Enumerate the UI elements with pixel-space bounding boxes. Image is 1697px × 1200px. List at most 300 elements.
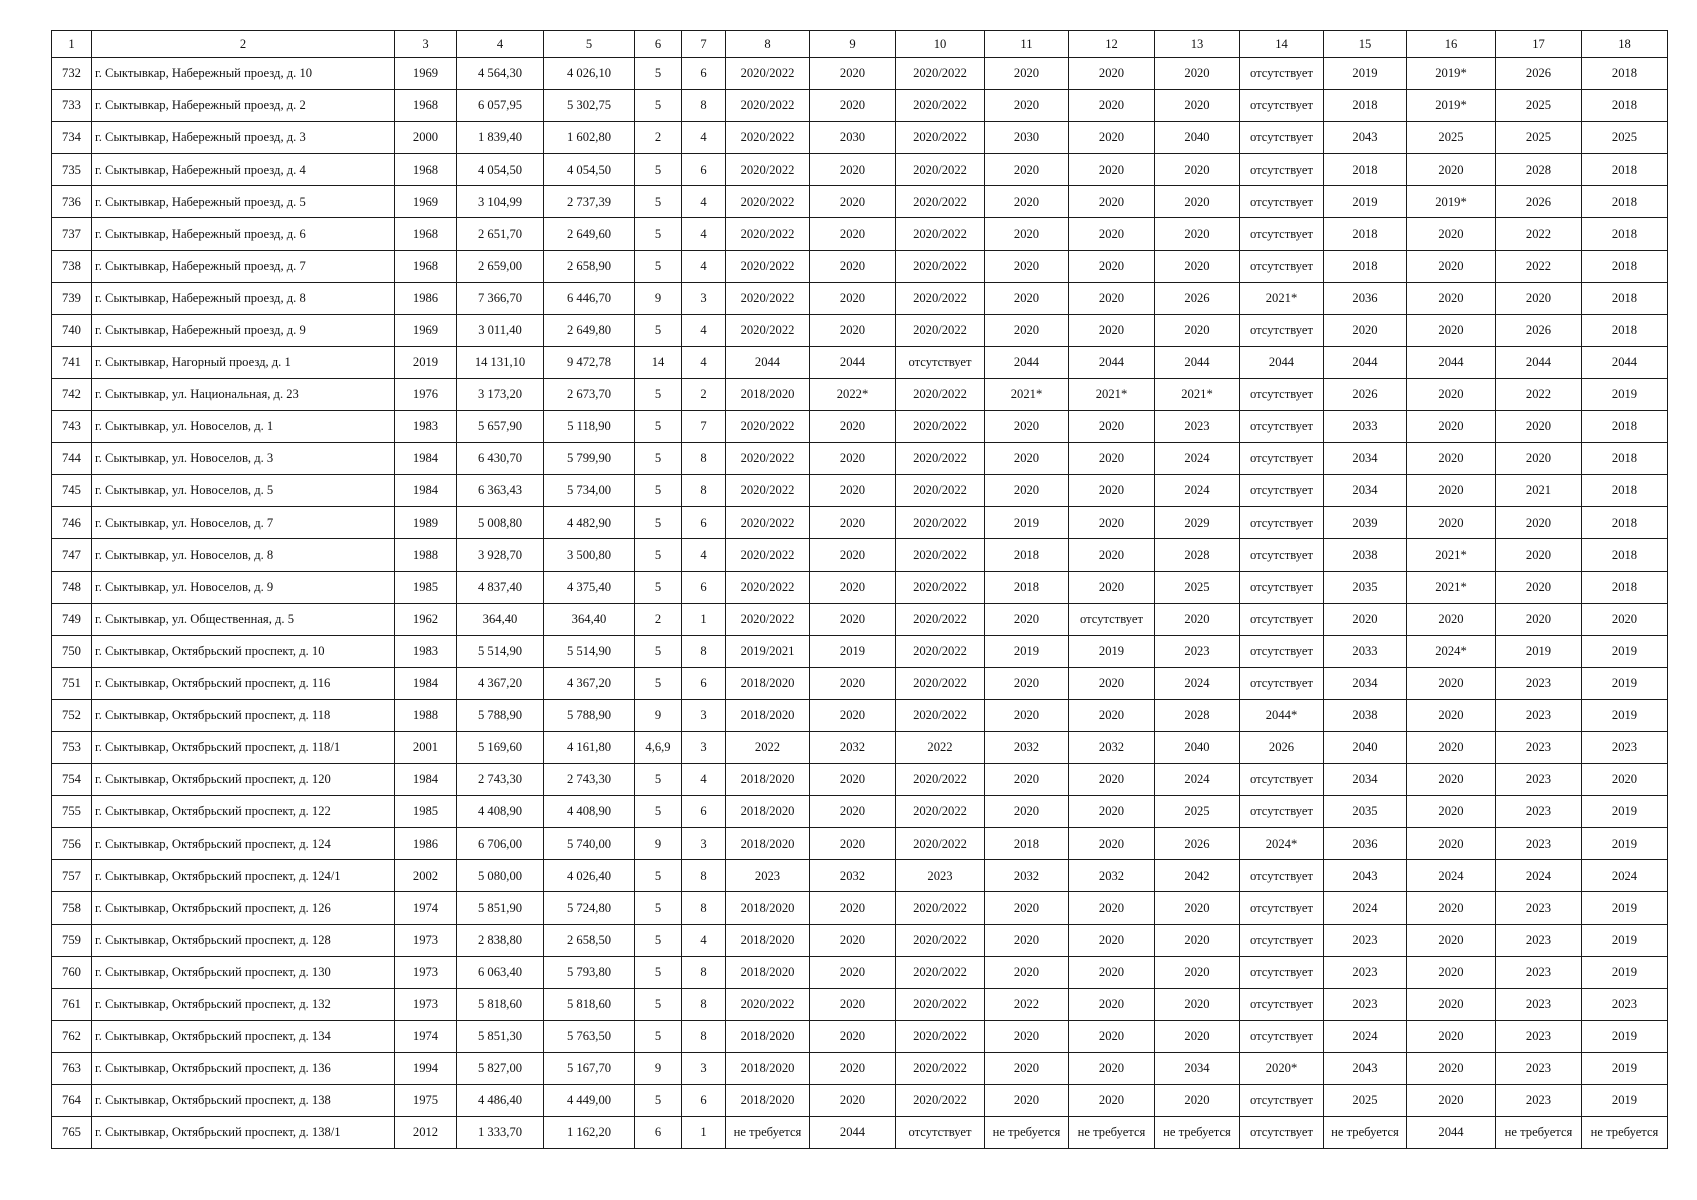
table-cell: 2018/2020 xyxy=(726,892,810,924)
table-cell: 2022 xyxy=(896,731,985,763)
table-cell: 2044 xyxy=(726,346,810,378)
table-cell: 5 514,90 xyxy=(457,635,544,667)
table-cell: 2024 xyxy=(1155,764,1240,796)
table-cell: 1988 xyxy=(395,539,457,571)
table-cell: 2040 xyxy=(1155,122,1240,154)
row-number-cell: 747 xyxy=(52,539,92,571)
table-cell: 2023 xyxy=(1582,731,1668,763)
table-cell: 4 xyxy=(682,186,726,218)
table-cell: отсутствует xyxy=(1240,443,1324,475)
table-cell: 2026 xyxy=(1496,314,1582,346)
table-cell: 2020 xyxy=(1407,828,1496,860)
table-cell: 1968 xyxy=(395,154,457,186)
table-cell: 2023 xyxy=(1496,1052,1582,1084)
table-cell: 6 xyxy=(682,507,726,539)
table-cell: 2020 xyxy=(1069,539,1155,571)
table-cell: 2020/2022 xyxy=(896,122,985,154)
table-cell: 2024* xyxy=(1240,828,1324,860)
table-row xyxy=(52,58,1668,90)
row-number-cell: 737 xyxy=(52,218,92,250)
address-cell: г. Сыктывкар, Октябрьский проспект, д. 126 xyxy=(92,892,395,924)
table-cell: 2019 xyxy=(1582,1020,1668,1052)
table-cell: 2020/2022 xyxy=(726,443,810,475)
row-number-cell: 732 xyxy=(52,58,92,90)
table-cell: 5 xyxy=(635,314,682,346)
table-cell: 2026 xyxy=(1324,378,1407,410)
table-cell: 2020 xyxy=(810,667,896,699)
table-cell: 5 080,00 xyxy=(457,860,544,892)
table-cell: 2020 xyxy=(810,314,896,346)
table-cell: 2020/2022 xyxy=(896,507,985,539)
table-cell: 1974 xyxy=(395,892,457,924)
table-cell: 364,40 xyxy=(457,603,544,635)
table-row xyxy=(52,956,1668,988)
table-cell: 2018 xyxy=(1582,154,1668,186)
address-cell: г. Сыктывкар, Набережный проезд, д. 8 xyxy=(92,282,395,314)
table-cell: 2020 xyxy=(1324,603,1407,635)
table-cell: 1969 xyxy=(395,186,457,218)
row-number-cell: 748 xyxy=(52,571,92,603)
table-cell: 9 xyxy=(635,828,682,860)
table-cell: 2020 xyxy=(985,1052,1069,1084)
table-cell: 2020 xyxy=(810,186,896,218)
table-cell: 2020 xyxy=(1155,956,1240,988)
address-cell: г. Сыктывкар, Октябрьский проспект, д. 118/1 xyxy=(92,731,395,763)
table-cell: 3 xyxy=(682,1052,726,1084)
table-cell: 2020 xyxy=(810,507,896,539)
table-row xyxy=(52,1052,1668,1084)
table-cell: 1 xyxy=(682,1117,726,1149)
table-cell: 5 xyxy=(635,475,682,507)
table-cell: 2020/2022 xyxy=(896,924,985,956)
table-cell: 2018 xyxy=(1582,443,1668,475)
table-cell: 2034 xyxy=(1324,443,1407,475)
address-cell: г. Сыктывкар, ул. Новоселов, д. 5 xyxy=(92,475,395,507)
table-cell: 4 367,20 xyxy=(544,667,635,699)
column-number-cell: 16 xyxy=(1407,31,1496,58)
table-cell: 4 xyxy=(682,250,726,282)
table-cell: не требуется xyxy=(726,1117,810,1149)
row-number-cell: 760 xyxy=(52,956,92,988)
table-cell: 5 827,00 xyxy=(457,1052,544,1084)
table-cell: 2020/2022 xyxy=(896,1020,985,1052)
row-number-cell: 750 xyxy=(52,635,92,667)
table-row xyxy=(52,635,1668,667)
table-cell: 6 xyxy=(682,571,726,603)
row-number-cell: 744 xyxy=(52,443,92,475)
row-number-cell: 745 xyxy=(52,475,92,507)
table-cell: 2020 xyxy=(1155,186,1240,218)
table-cell: 2020 xyxy=(810,154,896,186)
row-number-cell: 755 xyxy=(52,796,92,828)
table-cell: 5 xyxy=(635,988,682,1020)
table-cell: 5 734,00 xyxy=(544,475,635,507)
row-number-cell: 736 xyxy=(52,186,92,218)
table-cell: 2043 xyxy=(1324,860,1407,892)
table-cell: 2023 xyxy=(1496,764,1582,796)
table-cell: отсутствует xyxy=(1240,635,1324,667)
table-cell: 1985 xyxy=(395,571,457,603)
table-cell: 2020 xyxy=(1069,314,1155,346)
table-cell: 2020 xyxy=(810,1052,896,1084)
table-cell: 2020/2022 xyxy=(726,539,810,571)
table-row xyxy=(52,796,1668,828)
table-cell: отсутствует xyxy=(1240,1085,1324,1117)
table-cell: 8 xyxy=(682,988,726,1020)
table-cell: 5 763,50 xyxy=(544,1020,635,1052)
table-cell: отсутствует xyxy=(1240,1020,1324,1052)
table-cell: 2023 xyxy=(1496,1085,1582,1117)
table-cell: 5 xyxy=(635,411,682,443)
table-cell: 6 xyxy=(682,796,726,828)
address-cell: г. Сыктывкар, ул. Национальная, д. 23 xyxy=(92,378,395,410)
table-cell: 2 xyxy=(635,122,682,154)
row-number-cell: 739 xyxy=(52,282,92,314)
table-row xyxy=(52,346,1668,378)
table-cell: 5 167,70 xyxy=(544,1052,635,1084)
table-cell: 2018 xyxy=(1582,411,1668,443)
table-cell: 2023 xyxy=(1496,956,1582,988)
table-cell: 5 740,00 xyxy=(544,828,635,860)
table-cell: 2020 xyxy=(985,892,1069,924)
table-cell: отсутствует xyxy=(1240,475,1324,507)
table-cell: 2020 xyxy=(1407,796,1496,828)
table-cell: 2019* xyxy=(1407,90,1496,122)
table-cell: 5 xyxy=(635,796,682,828)
table-cell: 2020 xyxy=(810,475,896,507)
table-cell: 2023 xyxy=(1496,699,1582,731)
table-cell: 1984 xyxy=(395,475,457,507)
table-cell: отсутствует xyxy=(1240,860,1324,892)
table-cell: 2044 xyxy=(1069,346,1155,378)
table-cell: 2020 xyxy=(985,58,1069,90)
table-cell: 2020 xyxy=(1407,218,1496,250)
table-cell: 2020/2022 xyxy=(896,635,985,667)
table-cell: 2020 xyxy=(1407,154,1496,186)
table-cell: 2020 xyxy=(1069,250,1155,282)
table-row xyxy=(52,90,1668,122)
table-cell: 2020/2022 xyxy=(726,282,810,314)
table-cell: 1 839,40 xyxy=(457,122,544,154)
table-cell: 2020 xyxy=(985,411,1069,443)
table-cell: 5 xyxy=(635,924,682,956)
table-cell: 2020 xyxy=(1496,571,1582,603)
table-cell: 2020/2022 xyxy=(896,892,985,924)
table-cell: 2020/2022 xyxy=(726,90,810,122)
table-cell: 2019 xyxy=(1069,635,1155,667)
table-cell: 3 011,40 xyxy=(457,314,544,346)
table-cell: 5 xyxy=(635,90,682,122)
table-cell: 2020 xyxy=(1069,764,1155,796)
table-cell: 1969 xyxy=(395,314,457,346)
housing-repair-schedule-table xyxy=(51,30,1668,1149)
address-cell: г. Сыктывкар, ул. Общественная, д. 5 xyxy=(92,603,395,635)
table-cell: 8 xyxy=(682,90,726,122)
table-cell: 2020 xyxy=(985,443,1069,475)
table-cell: 5 xyxy=(635,956,682,988)
table-cell: 8 xyxy=(682,635,726,667)
table-cell: 2 649,60 xyxy=(544,218,635,250)
table-cell: 2020 xyxy=(810,796,896,828)
table-cell: 3 xyxy=(682,731,726,763)
table-cell: 5 xyxy=(635,186,682,218)
table-cell: 2 737,39 xyxy=(544,186,635,218)
table-cell: 2018 xyxy=(985,571,1069,603)
table-cell: 4 xyxy=(682,346,726,378)
table-cell: 1973 xyxy=(395,956,457,988)
table-cell: 4 564,30 xyxy=(457,58,544,90)
table-cell: 2018 xyxy=(1582,90,1668,122)
table-cell: 2025 xyxy=(1155,796,1240,828)
table-cell: 2018 xyxy=(1582,539,1668,571)
table-cell: 8 xyxy=(682,860,726,892)
table-cell: не требуется xyxy=(1069,1117,1155,1149)
table-cell: отсутствует xyxy=(1240,154,1324,186)
address-cell: г. Сыктывкар, Октябрьский проспект, д. 138/1 xyxy=(92,1117,395,1149)
row-number-cell: 743 xyxy=(52,411,92,443)
table-cell: 2020/2022 xyxy=(896,603,985,635)
table-cell: 2025 xyxy=(1496,90,1582,122)
table-cell: 5 169,60 xyxy=(457,731,544,763)
table-cell: 2 743,30 xyxy=(544,764,635,796)
column-number-cell: 1 xyxy=(52,31,92,58)
table-cell: 5 xyxy=(635,507,682,539)
address-cell: г. Сыктывкар, ул. Новоселов, д. 3 xyxy=(92,443,395,475)
table-cell: 2020 xyxy=(1155,892,1240,924)
table-cell: 2020 xyxy=(985,282,1069,314)
table-cell: 2044 xyxy=(1155,346,1240,378)
table-cell: 2020/2022 xyxy=(896,314,985,346)
table-cell: 2044 xyxy=(1407,346,1496,378)
table-cell: 2026 xyxy=(1155,828,1240,860)
table-cell: 1984 xyxy=(395,764,457,796)
row-number-cell: 753 xyxy=(52,731,92,763)
table-cell: 2020 xyxy=(1407,892,1496,924)
table-row xyxy=(52,250,1668,282)
table-cell: 2033 xyxy=(1324,635,1407,667)
table-cell: отсутствует xyxy=(896,346,985,378)
address-cell: г. Сыктывкар, Набережный проезд, д. 6 xyxy=(92,218,395,250)
address-cell: г. Сыктывкар, Октябрьский проспект, д. 10 xyxy=(92,635,395,667)
table-cell: 2023 xyxy=(1496,1020,1582,1052)
table-cell: отсутствует xyxy=(1240,956,1324,988)
table-cell: 2020 xyxy=(1155,1020,1240,1052)
column-number-cell: 14 xyxy=(1240,31,1324,58)
table-cell: отсутствует xyxy=(896,1117,985,1149)
column-number-row xyxy=(52,31,1668,58)
table-cell: 2020 xyxy=(1496,443,1582,475)
table-cell: 2020 xyxy=(1069,218,1155,250)
table-cell: 2020 xyxy=(1407,956,1496,988)
table-cell: 2044 xyxy=(985,346,1069,378)
address-cell: г. Сыктывкар, Набережный проезд, д. 5 xyxy=(92,186,395,218)
column-number-cell: 17 xyxy=(1496,31,1582,58)
table-cell: 2022 xyxy=(985,988,1069,1020)
address-cell: г. Сыктывкар, Набережный проезд, д. 3 xyxy=(92,122,395,154)
table-cell: 2 xyxy=(682,378,726,410)
table-cell: 14 xyxy=(635,346,682,378)
table-cell: 2018 xyxy=(1582,571,1668,603)
table-cell: 2020 xyxy=(810,828,896,860)
table-cell: 2020 xyxy=(1155,90,1240,122)
row-number-cell: 758 xyxy=(52,892,92,924)
table-cell: 2001 xyxy=(395,731,457,763)
table-cell: 2020 xyxy=(1324,314,1407,346)
table-cell: 2020 xyxy=(1155,314,1240,346)
table-row xyxy=(52,539,1668,571)
address-cell: г. Сыктывкар, Октябрьский проспект, д. 116 xyxy=(92,667,395,699)
table-cell: 2019 xyxy=(1582,635,1668,667)
table-cell: 6 363,43 xyxy=(457,475,544,507)
table-cell: 2020 xyxy=(1069,443,1155,475)
table-cell: 2020 xyxy=(1155,218,1240,250)
table-cell: 2042 xyxy=(1155,860,1240,892)
table-cell: 2024 xyxy=(1324,892,1407,924)
table-row xyxy=(52,988,1668,1020)
table-cell: 2021* xyxy=(1407,539,1496,571)
table-cell: 2032 xyxy=(985,731,1069,763)
table-cell: 2000 xyxy=(395,122,457,154)
table-cell: 3 104,99 xyxy=(457,186,544,218)
table-row xyxy=(52,924,1668,956)
table-cell: 2 659,00 xyxy=(457,250,544,282)
table-cell: 3 928,70 xyxy=(457,539,544,571)
row-number-cell: 756 xyxy=(52,828,92,860)
table-cell: 14 131,10 xyxy=(457,346,544,378)
table-cell: 2032 xyxy=(1069,731,1155,763)
table-cell: не требуется xyxy=(1324,1117,1407,1149)
table-cell: отсутствует xyxy=(1240,1117,1324,1149)
table-cell: 2020 xyxy=(1069,58,1155,90)
table-cell: 5 008,80 xyxy=(457,507,544,539)
table-cell: 2018 xyxy=(1582,475,1668,507)
table-cell: 2020 xyxy=(1069,667,1155,699)
row-number-cell: 763 xyxy=(52,1052,92,1084)
address-cell: г. Сыктывкар, Октябрьский проспект, д. 120 xyxy=(92,764,395,796)
table-cell: 2020/2022 xyxy=(896,90,985,122)
table-cell: 2 658,90 xyxy=(544,250,635,282)
address-cell: г. Сыктывкар, Набережный проезд, д. 10 xyxy=(92,58,395,90)
table-cell: 2021* xyxy=(1069,378,1155,410)
table-cell: 6 xyxy=(682,154,726,186)
table-cell: 3 xyxy=(682,828,726,860)
table-cell: 2018 xyxy=(1582,282,1668,314)
table-cell: 2020 xyxy=(985,250,1069,282)
table-cell: 2020 xyxy=(810,443,896,475)
table-cell: 2023 xyxy=(1496,924,1582,956)
table-cell: 2020 xyxy=(810,539,896,571)
table-cell: 4 xyxy=(682,539,726,571)
address-cell: г. Сыктывкар, Октябрьский проспект, д. 122 xyxy=(92,796,395,828)
table-cell: 2020 xyxy=(1069,1052,1155,1084)
table-cell: 2018 xyxy=(1324,250,1407,282)
table-cell: 2023 xyxy=(1324,924,1407,956)
table-cell: 2020 xyxy=(810,699,896,731)
table-cell: 2020 xyxy=(1069,507,1155,539)
table-cell: 2020 xyxy=(1582,603,1668,635)
table-row xyxy=(52,314,1668,346)
table-cell: 9 xyxy=(635,282,682,314)
table-cell: 4 xyxy=(682,924,726,956)
table-cell: 5 818,60 xyxy=(457,988,544,1020)
table-cell: 2020 xyxy=(985,186,1069,218)
table-cell: 5 xyxy=(635,860,682,892)
table-cell: 2018 xyxy=(1324,154,1407,186)
table-cell: 2020 xyxy=(1407,378,1496,410)
table-cell: 2018 xyxy=(1582,314,1668,346)
table-cell: 6 446,70 xyxy=(544,282,635,314)
table-cell: 6 xyxy=(682,1085,726,1117)
table-cell: 2020 xyxy=(810,764,896,796)
address-cell: г. Сыктывкар, Нагорный проезд, д. 1 xyxy=(92,346,395,378)
table-cell: 4 486,40 xyxy=(457,1085,544,1117)
table-cell: 2019 xyxy=(1582,667,1668,699)
table-cell: 2018/2020 xyxy=(726,764,810,796)
table-cell: 4 375,40 xyxy=(544,571,635,603)
address-cell: г. Сыктывкар, Октябрьский проспект, д. 124 xyxy=(92,828,395,860)
table-row xyxy=(52,603,1668,635)
table-cell: 4 xyxy=(682,218,726,250)
table-cell: 6 xyxy=(682,58,726,90)
table-cell: 2020 xyxy=(985,764,1069,796)
address-cell: г. Сыктывкар, Октябрьский проспект, д. 138 xyxy=(92,1085,395,1117)
table-cell: 2026 xyxy=(1155,282,1240,314)
table-row xyxy=(52,378,1668,410)
table-cell: 2020 xyxy=(1407,443,1496,475)
table-cell: 2020/2022 xyxy=(726,603,810,635)
table-cell: 2019 xyxy=(1582,892,1668,924)
table-cell: 2 838,80 xyxy=(457,924,544,956)
table-cell: 2025 xyxy=(1155,571,1240,603)
table-cell: 2035 xyxy=(1324,571,1407,603)
table-cell: 1962 xyxy=(395,603,457,635)
table-row xyxy=(52,699,1668,731)
table-cell: 2025 xyxy=(1582,122,1668,154)
row-number-cell: 751 xyxy=(52,667,92,699)
table-cell: 2020 xyxy=(1069,282,1155,314)
table-cell: 1983 xyxy=(395,411,457,443)
table-cell: 2020 xyxy=(1407,1052,1496,1084)
address-cell: г. Сыктывкар, ул. Новоселов, д. 1 xyxy=(92,411,395,443)
table-cell: отсутствует xyxy=(1240,122,1324,154)
table-cell: 2043 xyxy=(1324,1052,1407,1084)
table-cell: 2020 xyxy=(1496,411,1582,443)
table-cell: 2020 xyxy=(810,282,896,314)
table-cell: 2018/2020 xyxy=(726,1085,810,1117)
table-cell: 2033 xyxy=(1324,411,1407,443)
address-cell: г. Сыктывкар, Октябрьский проспект, д. 134 xyxy=(92,1020,395,1052)
table-cell: 2030 xyxy=(810,122,896,154)
table-cell: отсутствует xyxy=(1240,892,1324,924)
table-cell: 2040 xyxy=(1155,731,1240,763)
table-cell: 2018/2020 xyxy=(726,924,810,956)
table-cell: 2020 xyxy=(810,218,896,250)
row-number-cell: 761 xyxy=(52,988,92,1020)
table-cell: 2020/2022 xyxy=(896,58,985,90)
row-number-cell: 746 xyxy=(52,507,92,539)
table-cell: 2020/2022 xyxy=(896,571,985,603)
address-cell: г. Сыктывкар, Октябрьский проспект, д. 132 xyxy=(92,988,395,1020)
table-cell: 5 xyxy=(635,1020,682,1052)
row-number-cell: 738 xyxy=(52,250,92,282)
table-cell: 2020 xyxy=(1069,1020,1155,1052)
table-cell: 2018 xyxy=(1582,507,1668,539)
address-cell: г. Сыктывкар, ул. Новоселов, д. 9 xyxy=(92,571,395,603)
table-cell: 2020/2022 xyxy=(726,475,810,507)
table-cell: 2020 xyxy=(1496,539,1582,571)
column-number-cell: 3 xyxy=(395,31,457,58)
table-cell: 2024 xyxy=(1155,443,1240,475)
